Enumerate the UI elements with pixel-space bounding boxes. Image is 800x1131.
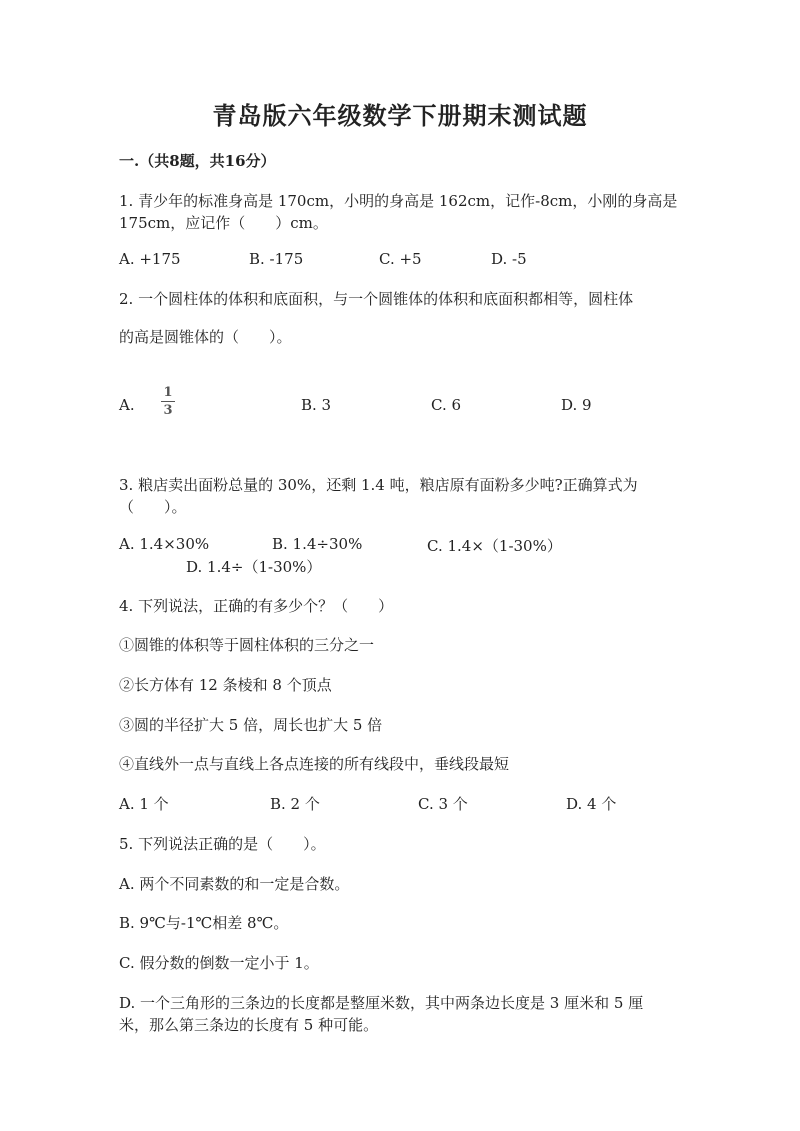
- q1-text-line2: 175cm，应记作（ ）cm。: [119, 214, 328, 232]
- q2-text-line2: 的高是圆锥体的（ ）。: [119, 328, 292, 346]
- q4-statement-3: ③圆的半径扩大 5 倍，周长也扩大 5 倍: [119, 716, 383, 734]
- q5-option-a: A. 两个不同素数的和一定是合数。: [119, 875, 350, 893]
- q2-option-c: C. 6: [431, 396, 462, 414]
- fraction-numerator: 1: [163, 385, 173, 400]
- q4-statement-2: ②长方体有 12 条棱和 8 个顶点: [119, 676, 332, 694]
- q5-option-b: B. 9℃与-1℃相差 8℃。: [119, 914, 289, 932]
- q3-option-b: B. 1.4÷30%: [272, 535, 363, 553]
- q4-statement-4: ④直线外一点与直线上各点连接的所有线段中，垂线段最短: [119, 755, 510, 773]
- q4-option-a: A. 1 个: [119, 795, 169, 813]
- q3-option-a: A. 1.4×30%: [119, 535, 210, 553]
- q1-option-c: C. +5: [379, 250, 422, 268]
- q5-text-line1: 5. 下列说法正确的是（ ）。: [119, 835, 326, 853]
- q2-option-a-fraction: [161, 386, 175, 417]
- q2-option-a-label: A.: [119, 396, 135, 414]
- q1-text-line1: 1. 青少年的标准身高是 170cm，小明的身高是 162cm，记作-8cm，小刚的身高是: [119, 192, 678, 210]
- q1-option-d: D. -5: [491, 250, 527, 268]
- q5-option-d-line1: D. 一个三角形的三条边的长度都是整厘米数，其中两条边长度是 3 厘米和 5 厘: [119, 994, 644, 1012]
- q4-option-b: B. 2 个: [270, 795, 320, 813]
- q1-option-b: B. -175: [249, 250, 304, 268]
- q2-text-line1: 2. 一个圆柱体的体积和底面积，与一个圆锥体的体积和底面积都相等，圆柱体: [119, 290, 634, 308]
- q4-option-d: D. 4 个: [566, 795, 617, 813]
- exam-title: 青岛版六年级数学下册期末测试题: [212, 101, 588, 130]
- fraction-denominator: 3: [163, 403, 173, 418]
- q2-option-b: B. 3: [301, 396, 332, 414]
- q4-statement-1: ①圆锥的体积等于圆柱体积的三分之一: [119, 636, 375, 654]
- q3-text-line2: （ ）。: [119, 498, 187, 516]
- q4-text-line1: 4. 下列说法，正确的有多少个？（ ）: [119, 597, 394, 615]
- section-heading: 一.（共8题，共16分）: [119, 152, 276, 170]
- q5-option-c: C. 假分数的倒数一定小于 1。: [119, 954, 319, 972]
- q1-option-a: A. +175: [119, 250, 181, 268]
- q2-option-d: D. 9: [561, 396, 592, 414]
- q4-option-c: C. 3 个: [418, 795, 468, 813]
- q5-option-d-line2: 米，那么第三条边的长度有 5 种可能。: [119, 1016, 379, 1034]
- q3-option-c: C. 1.4×（1-30%）: [427, 537, 562, 555]
- q3-text-line1: 3. 粮店卖出面粉总量的 30%，还剩 1.4 吨，粮店原有面粉多少吨?正确算式为: [119, 476, 638, 494]
- q3-option-d: D. 1.4÷（1-30%）: [186, 558, 322, 576]
- fraction-bar: [161, 401, 175, 402]
